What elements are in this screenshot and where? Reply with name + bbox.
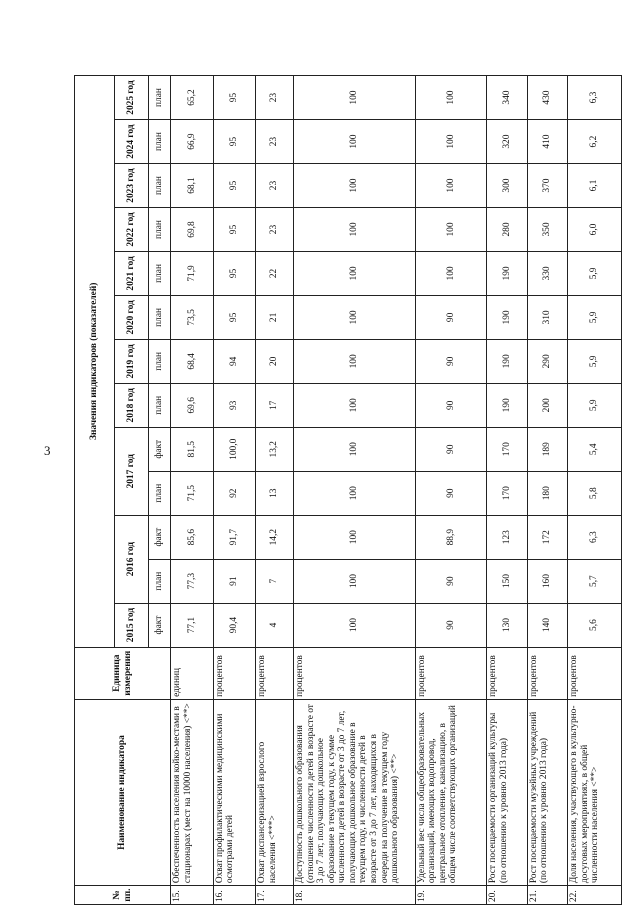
table-row — [487, 76, 527, 905]
sub-plan-2022: план — [149, 208, 171, 252]
value-cell: 69,8 — [171, 208, 214, 252]
value-cell: 90 — [415, 471, 487, 515]
sub-plan-2024: план — [149, 120, 171, 164]
value-cell: 66,9 — [171, 120, 214, 164]
value-cell: 320 — [487, 120, 527, 164]
value-cell: 300 — [487, 164, 527, 208]
value-cell: 100 — [415, 251, 487, 295]
value-cell: 71,5 — [171, 471, 214, 515]
value-cell: 100 — [294, 559, 415, 603]
value-cell: 150 — [487, 559, 527, 603]
value-cell: 6,1 — [568, 164, 622, 208]
table-row — [256, 76, 294, 905]
value-cell: 100 — [294, 515, 415, 559]
value-cell: 190 — [487, 251, 527, 295]
value-cell: 23 — [256, 76, 294, 120]
value-cell: 100 — [294, 427, 415, 471]
row-num: 21. — [527, 886, 567, 905]
value-cell: 100 — [294, 76, 415, 120]
sub-plan-2017: план — [149, 471, 171, 515]
row-unit: процентов — [487, 647, 527, 699]
row-name: Доля населения, участвующего в культурно-досуговых мероприятиях, в общей численности населения <**> — [568, 699, 622, 885]
value-cell: 330 — [527, 251, 567, 295]
value-cell: 77,3 — [171, 559, 214, 603]
value-cell: 100 — [415, 164, 487, 208]
header-2020: 2020 год — [115, 295, 149, 339]
sub-fact-2015: факт — [149, 603, 171, 647]
header-2017: 2017 год — [115, 427, 149, 515]
value-cell: 23 — [256, 208, 294, 252]
page-number: 3 — [44, 443, 51, 458]
value-cell: 91 — [213, 559, 256, 603]
value-cell: 17 — [256, 383, 294, 427]
value-cell: 6,0 — [568, 208, 622, 252]
value-cell: 21 — [256, 295, 294, 339]
value-cell: 100 — [294, 295, 415, 339]
value-cell: 88,9 — [415, 515, 487, 559]
value-cell: 160 — [527, 559, 567, 603]
value-cell: 73,5 — [171, 295, 214, 339]
value-cell: 189 — [527, 427, 567, 471]
value-cell: 5,9 — [568, 251, 622, 295]
value-cell: 95 — [213, 164, 256, 208]
row-unit: процентов — [527, 647, 567, 699]
value-cell: 100 — [294, 164, 415, 208]
value-cell: 170 — [487, 427, 527, 471]
row-name: Охват профилактическими медицинскими осмотрами детей — [213, 699, 256, 885]
value-cell: 5,9 — [568, 295, 622, 339]
value-cell: 23 — [256, 120, 294, 164]
row-name: Обеспеченность населения койко-местами в стационарах (мест на 10000 населения) <**> — [171, 699, 214, 885]
value-cell: 290 — [527, 339, 567, 383]
sub-plan-2018: план — [149, 383, 171, 427]
row-unit: процентов — [256, 647, 294, 699]
row-num: 22. — [568, 886, 622, 905]
value-cell: 14,2 — [256, 515, 294, 559]
row-num: 19. — [415, 886, 487, 905]
value-cell: 65,2 — [171, 76, 214, 120]
row-num: 17. — [256, 886, 294, 905]
value-cell: 100 — [294, 251, 415, 295]
value-cell: 90 — [415, 295, 487, 339]
value-cell: 68,4 — [171, 339, 214, 383]
header-2016: 2016 год — [115, 515, 149, 603]
value-cell: 6,3 — [568, 76, 622, 120]
value-cell: 100 — [415, 208, 487, 252]
value-cell: 13 — [256, 471, 294, 515]
row-unit: процентов — [294, 647, 415, 699]
value-cell: 100 — [294, 208, 415, 252]
value-cell: 190 — [487, 339, 527, 383]
value-cell: 190 — [487, 383, 527, 427]
value-cell: 23 — [256, 164, 294, 208]
value-cell: 170 — [487, 471, 527, 515]
sub-fact-2017: факт — [149, 427, 171, 471]
row-num: 15. — [171, 886, 214, 905]
value-cell: 93 — [213, 383, 256, 427]
value-cell: 85,6 — [171, 515, 214, 559]
value-cell: 140 — [527, 603, 567, 647]
value-cell: 69,6 — [171, 383, 214, 427]
header-2018: 2018 год — [115, 383, 149, 427]
header-2015: 2015 год — [115, 603, 149, 647]
value-cell: 90 — [415, 339, 487, 383]
value-cell: 90 — [415, 427, 487, 471]
header-values: Значения индикаторов (показателей) — [75, 76, 115, 648]
value-cell: 71,9 — [171, 251, 214, 295]
header-2023: 2023 год — [115, 164, 149, 208]
value-cell: 90 — [415, 383, 487, 427]
value-cell: 172 — [527, 515, 567, 559]
header-unit: Единица измерения — [75, 647, 171, 699]
value-cell: 340 — [487, 76, 527, 120]
sub-plan-2020: план — [149, 295, 171, 339]
value-cell: 6,3 — [568, 515, 622, 559]
sub-plan-2021: план — [149, 251, 171, 295]
value-cell: 200 — [527, 383, 567, 427]
value-cell: 410 — [527, 120, 567, 164]
value-cell: 90 — [415, 603, 487, 647]
row-num: 16. — [213, 886, 256, 905]
value-cell: 100 — [294, 603, 415, 647]
value-cell: 95 — [213, 76, 256, 120]
sub-plan-2025: план — [149, 76, 171, 120]
value-cell: 5,9 — [568, 339, 622, 383]
value-cell: 370 — [527, 164, 567, 208]
value-cell: 4 — [256, 603, 294, 647]
value-cell: 90,4 — [213, 603, 256, 647]
value-cell: 5,8 — [568, 471, 622, 515]
row-unit: единиц — [171, 647, 214, 699]
header-2021: 2021 год — [115, 251, 149, 295]
value-cell: 81,5 — [171, 427, 214, 471]
table-row — [527, 76, 567, 905]
table-row — [294, 76, 415, 905]
value-cell: 123 — [487, 515, 527, 559]
table-row — [171, 76, 214, 905]
value-cell: 100 — [294, 471, 415, 515]
value-cell: 180 — [527, 471, 567, 515]
value-cell: 94 — [213, 339, 256, 383]
value-cell: 90 — [415, 559, 487, 603]
value-cell: 5,7 — [568, 559, 622, 603]
row-name: Удельный вес числа общеобразовательных организаций, имеющих водопровод, центральное отопление, канализацию, в общем числе соответствующих организаций — [415, 699, 487, 885]
value-cell: 91,7 — [213, 515, 256, 559]
sub-plan-2019: план — [149, 339, 171, 383]
header-name: Наименование индикатора — [75, 699, 171, 885]
header-2025: 2025 год — [115, 76, 149, 120]
value-cell: 430 — [527, 76, 567, 120]
row-unit: процентов — [568, 647, 622, 699]
value-cell: 310 — [527, 295, 567, 339]
value-cell: 280 — [487, 208, 527, 252]
value-cell: 100,0 — [213, 427, 256, 471]
value-cell: 190 — [487, 295, 527, 339]
value-cell: 92 — [213, 471, 256, 515]
value-cell: 13,2 — [256, 427, 294, 471]
table-row — [213, 76, 256, 905]
table-row — [568, 76, 622, 905]
value-cell: 100 — [415, 76, 487, 120]
row-name: Доступность дошкольного образования (отношение численности детей в возрасте от 3 до 7 лет, получающих дошкольное образование в текущем году, к сумме численности детей в возрасте от 3 до 7 лет, получающих дошкольное образование в текущем году, и численности детей в возрасте от 3 до 7 лет, находящихся в очереди на получение в текущем году дошкольного образования) <**> — [294, 699, 415, 885]
value-cell: 95 — [213, 208, 256, 252]
value-cell: 7 — [256, 559, 294, 603]
value-cell: 350 — [527, 208, 567, 252]
value-cell: 22 — [256, 251, 294, 295]
value-cell: 95 — [213, 295, 256, 339]
value-cell: 130 — [487, 603, 527, 647]
sub-fact-2016: факт — [149, 515, 171, 559]
value-cell: 77,1 — [171, 603, 214, 647]
value-cell: 5,6 — [568, 603, 622, 647]
row-unit: процентов — [415, 647, 487, 699]
indicators-table — [74, 75, 622, 905]
value-cell: 20 — [256, 339, 294, 383]
row-num: 18. — [294, 886, 415, 905]
header-num: № пп. — [75, 886, 171, 905]
value-cell: 5,4 — [568, 427, 622, 471]
value-cell: 95 — [213, 120, 256, 164]
value-cell: 100 — [415, 120, 487, 164]
value-cell: 95 — [213, 251, 256, 295]
row-unit: процентов — [213, 647, 256, 699]
row-name: Рост посещаемости музейных учреждений (по отношению к уровню 2013 года) — [527, 699, 567, 885]
sub-plan-2016: план — [149, 559, 171, 603]
header-2022: 2022 год — [115, 208, 149, 252]
value-cell: 100 — [294, 339, 415, 383]
value-cell: 6,2 — [568, 120, 622, 164]
rotated-table-container — [74, 75, 622, 905]
table-row — [415, 76, 487, 905]
header-2024: 2024 год — [115, 120, 149, 164]
row-name: Рост посещаемости организаций культуры (по отношению к уровню 2013 года) — [487, 699, 527, 885]
row-num: 20. — [487, 886, 527, 905]
header-2019: 2019 год — [115, 339, 149, 383]
sub-plan-2023: план — [149, 164, 171, 208]
value-cell: 5,9 — [568, 383, 622, 427]
value-cell: 100 — [294, 383, 415, 427]
value-cell: 100 — [294, 120, 415, 164]
row-name: Охват диспансеризацией взрослого населения <***> — [256, 699, 294, 885]
value-cell: 68,1 — [171, 164, 214, 208]
